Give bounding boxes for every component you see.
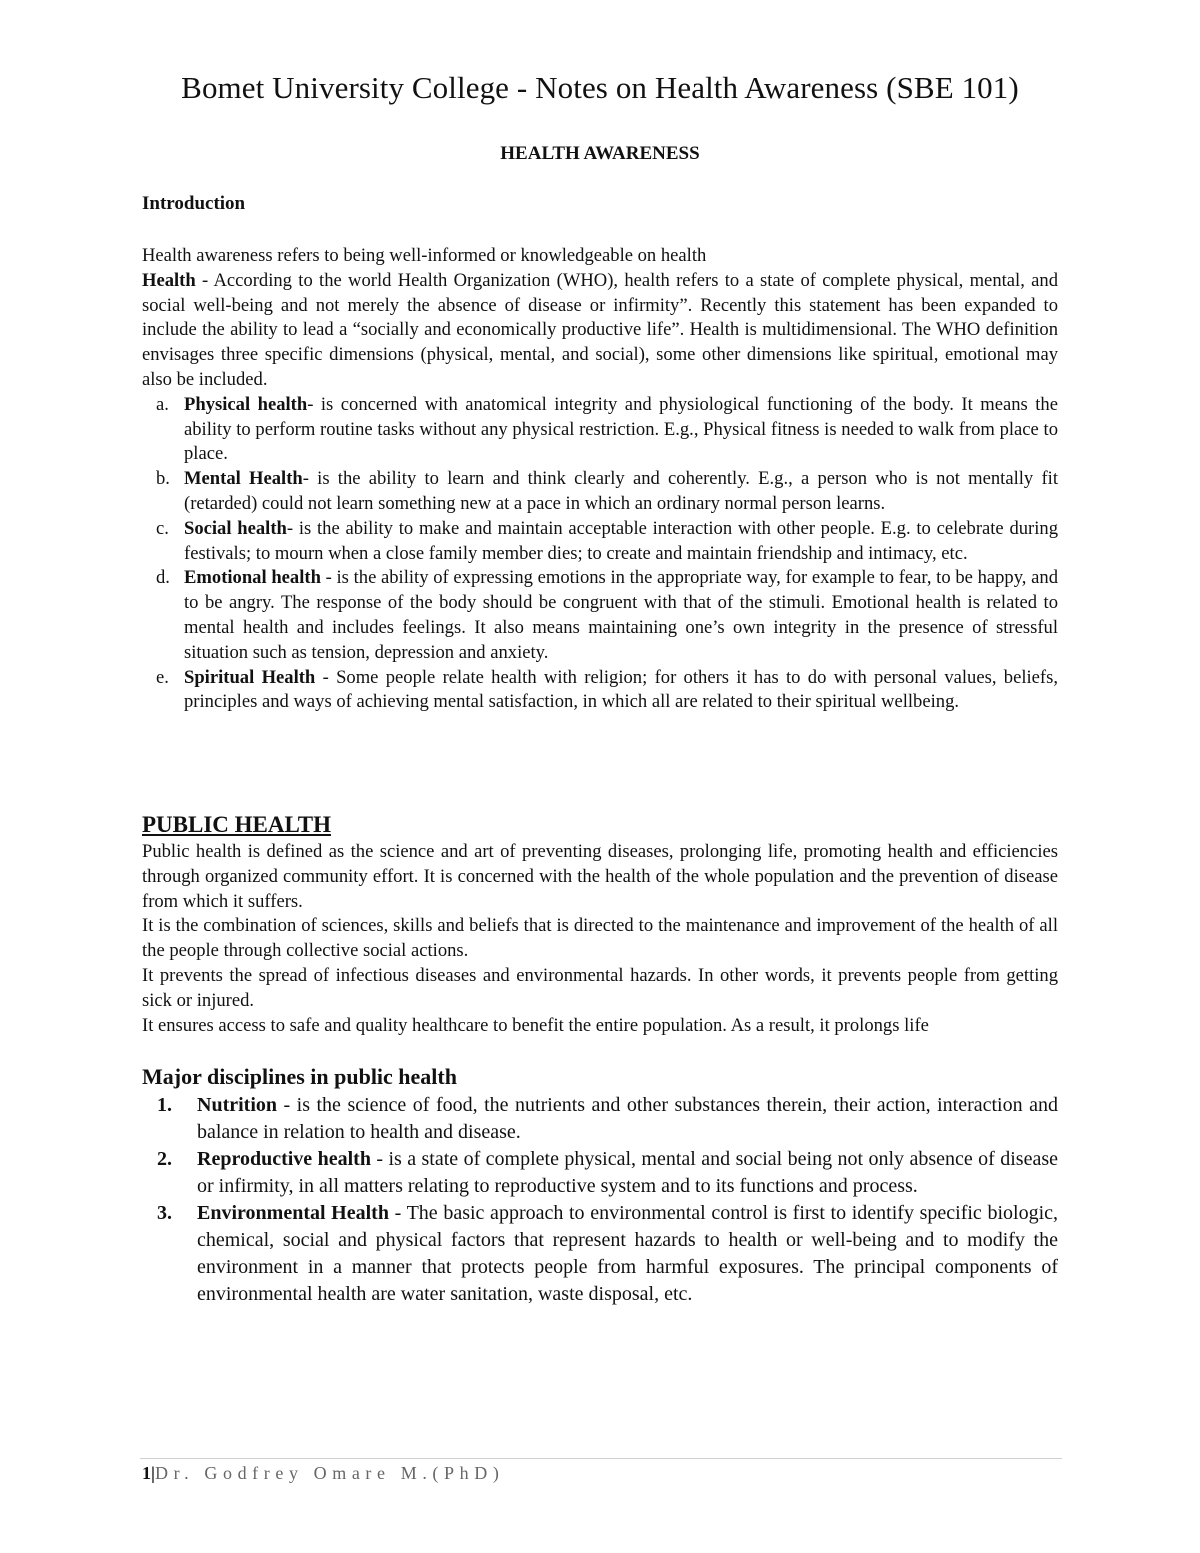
list-item xyxy=(156,566,1058,665)
page-number: 1 xyxy=(142,1463,151,1483)
main-heading: HEALTH AWARENESS xyxy=(500,143,700,164)
list-marker: a. xyxy=(156,393,169,415)
public-health-section xyxy=(142,840,1058,1038)
dimension-text: - is the ability of expressing emotions in the appropriate way, for example to fear, to be happy, and to be angry. The response of the body should be congruent with that of the stimuli. Emotional health is related to mental health and includes feelings. It also means maintaining one’s own integrity in the presence of stressful situation such as tension, depression and anxiety. xyxy=(184,567,1058,663)
dimension-text: - Some people relate health with religion; for others it has to do with personal values, beliefs, principles and ways of achieving mental satisfaction, in which all are related to their spiritual wellbeing. xyxy=(184,666,1058,713)
footer-author: Dr. Godfrey Omare M.(PhD) xyxy=(154,1463,505,1483)
public-health-paragraph: It prevents the spread of infectious diseases and environmental hazards. In other words, it prevents people from getting sick or injured. xyxy=(142,964,1058,1011)
list-marker: 1. xyxy=(157,1094,172,1116)
intro-paragraph: Health awareness refers to being well-informed or knowledgeable on health xyxy=(142,245,707,266)
dimension-text: - is the ability to learn and think clearly and coherently. E.g., a person who is not mentally fit (retarded) could not learn something new at a pace in which an ordinary normal person learns. xyxy=(184,468,1058,514)
page-footer xyxy=(142,1463,504,1484)
introduction-section xyxy=(142,244,1058,715)
list-marker: e. xyxy=(156,666,169,688)
health-term: Health xyxy=(142,269,196,291)
disciplines-section xyxy=(142,1092,1058,1308)
list-marker: 3. xyxy=(157,1202,172,1224)
list-item xyxy=(156,467,1058,517)
discipline-text: - is a state of complete physical, mental and social being not only absence of disease or infirmity, in all matters relating to reproductive system and to its functions and process. xyxy=(197,1148,1058,1197)
public-health-heading: PUBLIC HEALTH xyxy=(142,812,331,837)
document-title: Bomet University College - Notes on Health Awareness (SBE 101) xyxy=(181,70,1019,105)
dimension-term: Physical health xyxy=(184,393,308,415)
dimension-term: Emotional health xyxy=(184,567,321,589)
list-marker: 2. xyxy=(157,1148,172,1170)
public-health-paragraph: Public health is defined as the science and art of preventing diseases, prolonging life, promoting health and efficiencies through organized community effort. It is concerned with the health of the whole population and the prevention of disease from which it suffers. xyxy=(142,841,1058,912)
dimension-term: Social health xyxy=(184,517,287,539)
footer-separator: | xyxy=(151,1463,155,1483)
list-item xyxy=(156,517,1058,567)
list-marker: b. xyxy=(156,468,170,490)
list-item xyxy=(156,393,1058,467)
discipline-text: - The basic approach to environmental control is first to identify specific biologic, chemical, social and physical factors that represent hazards to health or well-being and to modify the environment in a manner that protects people from harmful exposures. The principal components of environmental health are water sanitation, waste disposal, etc. xyxy=(197,1202,1058,1305)
dimensions-list xyxy=(142,393,1058,715)
discipline-term: Reproductive health xyxy=(197,1148,371,1170)
disciplines-heading: Major disciplines in public health xyxy=(142,1064,457,1089)
discipline-term: Environmental Health xyxy=(197,1202,389,1224)
dimension-term: Spiritual Health xyxy=(184,666,316,688)
footer-divider xyxy=(140,1458,1062,1459)
list-item xyxy=(156,666,1058,716)
list-marker: c. xyxy=(156,517,169,539)
discipline-text: - is the science of food, the nutrients and other substances therein, their action, interaction and balance in relation to health and disease. xyxy=(197,1094,1058,1143)
dimension-text: - is the ability to make and maintain acceptable interaction with other people. E.g. to celebrate during festivals; to mourn when a close family member dies; to create and maintain friendship and intimacy, etc. xyxy=(184,517,1058,564)
list-item xyxy=(157,1200,1058,1308)
public-health-paragraph: It is the combination of sciences, skills and beliefs that is directed to the maintenance and improvement of the health of all the people through collective social actions. xyxy=(142,915,1058,962)
list-marker: d. xyxy=(156,567,170,589)
disciplines-list xyxy=(142,1092,1058,1308)
dimension-term: Mental Health xyxy=(184,468,303,490)
dimension-text: - is concerned with anatomical integrity and physiological functioning of the body. It means the ability to perform routine tasks without any physical restriction. E.g., Physical fitness is needed to walk from place to place. xyxy=(184,393,1058,465)
discipline-term: Nutrition xyxy=(197,1094,277,1116)
health-definition: - According to the world Health Organization (WHO), health refers to a state of complete physical, mental, and social well-being and not merely the absence of disease or infirmity”. Recently this statement has been expanded to include the ability to lead a “socially and economically productive life”. Health is multidimensional. The WHO definition envisages three specific dimensions (physical, mental, and social), some other dimensions like spiritual, emotional may also be included. xyxy=(142,269,1058,390)
list-item xyxy=(157,1092,1058,1146)
public-health-paragraph: It ensures access to safe and quality healthcare to benefit the entire population. As a result, it prolongs life xyxy=(142,1014,929,1036)
introduction-heading: Introduction xyxy=(142,193,246,214)
health-definition-paragraph xyxy=(142,269,1058,393)
list-item xyxy=(157,1146,1058,1200)
